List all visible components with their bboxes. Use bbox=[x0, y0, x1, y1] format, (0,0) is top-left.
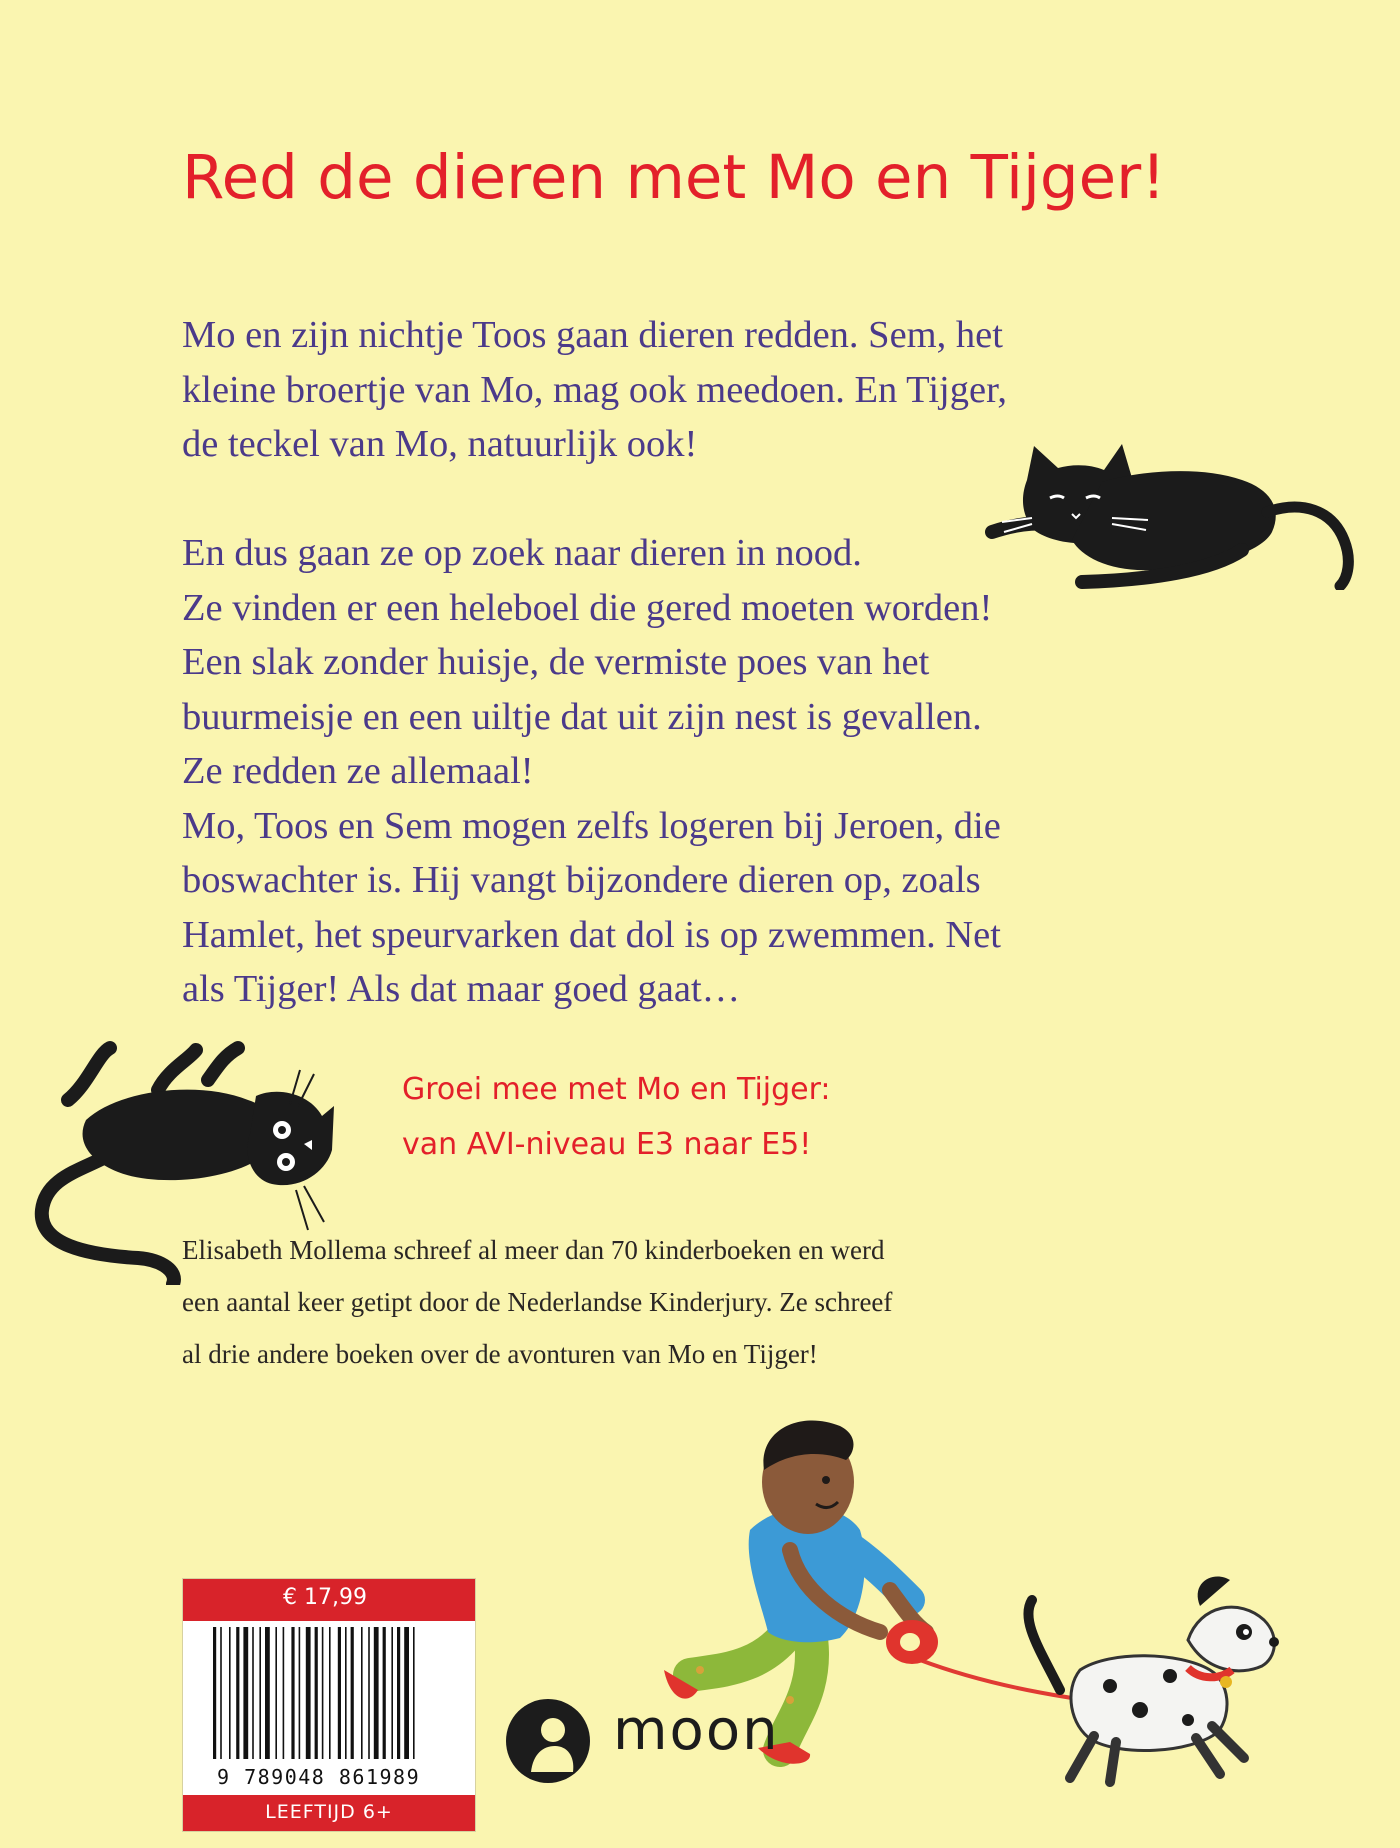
barcode-bar bbox=[345, 1627, 347, 1759]
barcode-bar bbox=[413, 1627, 415, 1759]
barcode-bar bbox=[275, 1627, 277, 1759]
bio-line: een aantal keer getipt door de Nederlandse Kinderjury. Ze schreef bbox=[182, 1287, 893, 1317]
publisher-logo bbox=[503, 1690, 803, 1780]
blurb-line: Mo, Toos en Sem mogen zelfs logeren bij Jeroen, die bbox=[182, 804, 1001, 847]
blurb-line: buurmeisje en een uiltje dat uit zijn nest is gevallen. bbox=[182, 695, 982, 738]
blurb-line: boswachter is. Hij vangt bijzondere dieren op, zoals bbox=[182, 859, 981, 901]
barcode-bar bbox=[322, 1627, 324, 1759]
moon-logo-icon bbox=[503, 1696, 593, 1786]
price-band bbox=[183, 1579, 475, 1623]
age-label: LEEFTIJD 6+ bbox=[265, 1801, 393, 1823]
avi-tagline bbox=[402, 1062, 831, 1172]
blurb-line: kleine broertje van Mo, mag ook meedoen. En Tijger, bbox=[182, 368, 1007, 411]
blurb-line: Ze vinden er een heleboel die gered moeten worden! bbox=[182, 586, 993, 629]
blurb-line: Ze redden ze allemaal! bbox=[182, 750, 534, 792]
blurb-paragraph-2 bbox=[182, 526, 1182, 1017]
barcode-bar bbox=[306, 1627, 311, 1759]
bio-line: Elisabeth Mollema schreef al meer dan 70 kinderboeken en werd bbox=[182, 1235, 885, 1265]
barcode-bar bbox=[361, 1627, 363, 1759]
blurb-line: Hamlet, het speurvarken dat dol is op zwemmen. Net bbox=[182, 913, 1001, 956]
barcode-bar bbox=[252, 1627, 254, 1759]
author-bio bbox=[182, 1224, 1042, 1380]
barcode-bar bbox=[213, 1627, 216, 1759]
barcode-bar bbox=[220, 1627, 222, 1759]
barcode-bar bbox=[229, 1627, 231, 1759]
barcode-bar bbox=[329, 1627, 331, 1759]
barcode-bar bbox=[243, 1627, 248, 1759]
blurb-line: Een slak zonder huisje, de vermiste poes van het bbox=[182, 641, 930, 683]
barcode-bar bbox=[391, 1627, 393, 1759]
barcode-icon bbox=[209, 1627, 449, 1767]
blurb-line: de teckel van Mo, natuurlijk ook! bbox=[182, 423, 698, 465]
black-cat-lying-icon bbox=[972, 440, 1368, 590]
barcode-bar bbox=[404, 1627, 409, 1759]
barcode-bar bbox=[338, 1627, 341, 1759]
barcode-bar bbox=[236, 1627, 239, 1759]
barcode-bar bbox=[351, 1627, 354, 1759]
price-barcode-box bbox=[182, 1578, 476, 1832]
barcode-bar bbox=[374, 1627, 379, 1759]
barcode-bar bbox=[383, 1627, 386, 1759]
bio-line: al drie andere boeken over de avonturen van Mo en Tijger! bbox=[182, 1339, 818, 1369]
tagline-line: Groei mee met Mo en Tijger: bbox=[402, 1072, 831, 1107]
price-label: € 17,99 bbox=[283, 1585, 367, 1610]
barcode-bar bbox=[397, 1627, 400, 1759]
barcode-bar bbox=[259, 1627, 261, 1759]
barcode-bar bbox=[265, 1627, 270, 1759]
tagline-line: van AVI-niveau E3 naar E5! bbox=[402, 1127, 812, 1162]
publisher-name: moon bbox=[613, 1698, 780, 1763]
isbn-number: 9 789048 861989 bbox=[217, 1765, 421, 1789]
barcode-bar bbox=[283, 1627, 285, 1759]
blurb-line: En dus gaan ze op zoek naar dieren in nood. bbox=[182, 532, 862, 574]
blurb-line: als Tijger! Als dat maar goed gaat… bbox=[182, 968, 741, 1010]
age-band bbox=[183, 1795, 475, 1831]
cover-headline: Red de dieren met Mo en Tijger! bbox=[182, 142, 1166, 213]
barcode-bar bbox=[368, 1627, 370, 1759]
barcode-bar bbox=[315, 1627, 318, 1759]
barcode-bar bbox=[291, 1627, 294, 1759]
blurb-line: Mo en zijn nichtje Toos gaan dieren redden. Sem, het bbox=[182, 314, 1003, 356]
barcode-bar bbox=[299, 1627, 301, 1759]
